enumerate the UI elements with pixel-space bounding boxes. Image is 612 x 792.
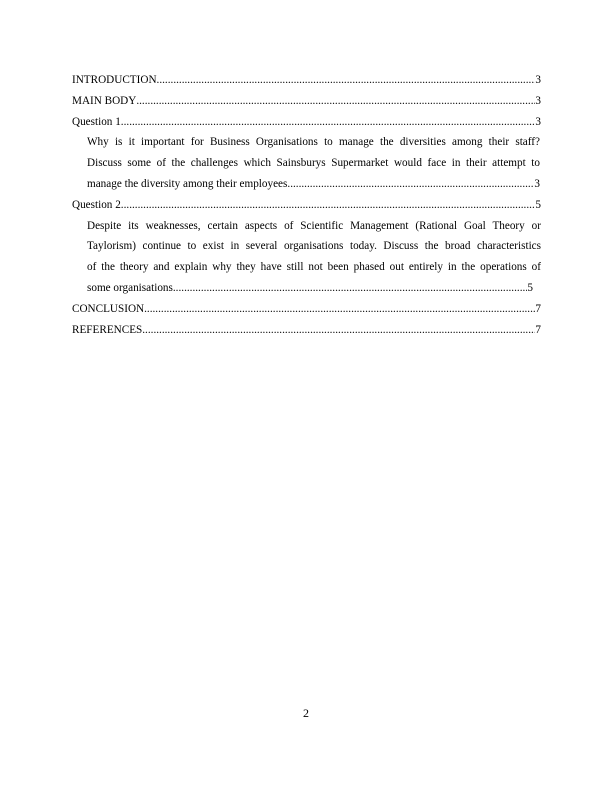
toc-subentry-last-line	[87, 278, 533, 299]
toc-entry-label: Question 2	[72, 198, 121, 211]
toc-dot-leader	[121, 195, 536, 216]
toc-subentry-line: Discuss some of the challenges which Sainsburys Supermarket would face in their attempt to	[87, 157, 540, 170]
toc-dot-leader	[157, 70, 536, 91]
toc-entry-label: REFERENCES	[72, 323, 143, 336]
toc-entry-label: INTRODUCTION	[72, 74, 157, 86]
toc-entry-introduction[interactable]	[72, 70, 541, 91]
toc-dot-leader	[142, 320, 535, 341]
toc-entry-label: CONCLUSION	[72, 302, 145, 315]
toc-page-number: 7	[535, 302, 541, 315]
toc-page-number: 5	[535, 198, 541, 211]
toc-entry-main-body[interactable]	[72, 91, 541, 112]
toc-page-number: 3	[535, 74, 541, 86]
toc-subentry-line: Why is it important for Business Organisations to manage the diversities among their staff?	[87, 136, 540, 149]
toc-dot-leader	[173, 278, 528, 299]
toc-dot-leader	[287, 174, 534, 195]
toc-subentry-line: Taylorism) continue to exist in several organisations today. Discuss the broad characteristics	[87, 240, 541, 253]
toc-entry-question-1[interactable]	[72, 112, 541, 133]
toc-entry-references[interactable]	[72, 320, 541, 341]
toc-subentry-line: of the theory and explain why they have still not been phased out entirely in the operations of	[87, 261, 541, 274]
toc-subentry-line: some organisations	[87, 281, 173, 294]
toc-dot-leader	[144, 299, 535, 320]
toc-page-number: 7	[535, 323, 541, 336]
toc-entry-question-2[interactable]	[72, 195, 541, 216]
toc-entry-conclusion[interactable]	[72, 299, 541, 320]
toc-page-number: 3	[535, 115, 541, 128]
toc-page-number: 3	[534, 177, 540, 190]
toc-subentry-line: Despite its weaknesses, certain aspects of Scientific Management (Rational Goal Theory or	[87, 219, 541, 232]
table-of-contents	[72, 70, 541, 340]
toc-subentry-question-1[interactable]	[72, 132, 541, 194]
toc-subentry-last-line	[87, 174, 540, 195]
footer-page-number: 2	[303, 706, 309, 720]
toc-subentry-question-2[interactable]	[72, 216, 541, 299]
toc-page-number: 5	[527, 281, 533, 294]
toc-entry-label: Question 1	[72, 115, 121, 128]
toc-page-number: 3	[535, 94, 541, 107]
toc-entry-label: MAIN BODY	[72, 94, 137, 107]
toc-subentry-line: manage the diversity among their employees	[87, 177, 288, 190]
toc-dot-leader	[136, 91, 535, 112]
toc-dot-leader	[121, 112, 536, 133]
